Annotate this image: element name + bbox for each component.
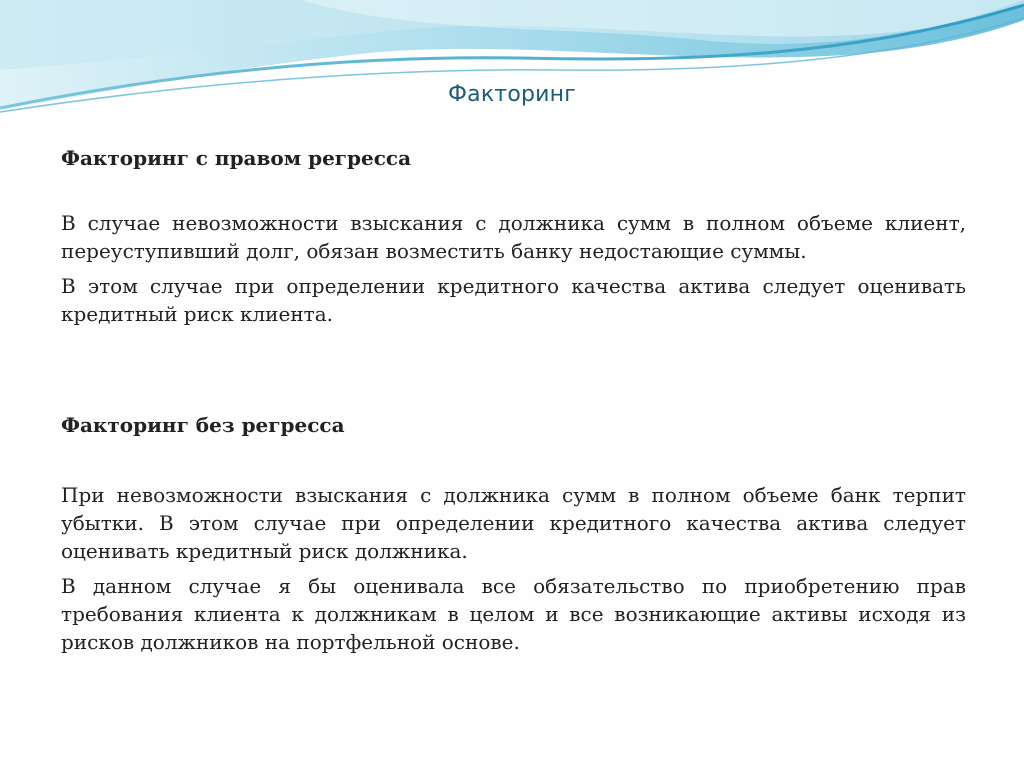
section-heading-with-recourse: Факторинг с правом регресса — [61, 146, 412, 170]
paragraph-without-recourse-2: В данном случае я бы оценивала все обязательство по приобретению прав требования клиента к должникам в целом и все возникающие активы исходя из рисков должников на портфельной основе. — [61, 574, 966, 654]
paragraph-with-recourse-2: В этом случае при определении кредитного качества актива следует оценивать кредитный риск клиента. — [61, 274, 966, 326]
paragraph-with-recourse-1: В случае невозможности взыскания с должника сумм в полном объеме клиент, переуступивший долг, обязан возместить банку недостающие суммы. — [61, 211, 966, 263]
slide-title: Факторинг — [448, 82, 576, 107]
paragraph-without-recourse-1: При невозможности взыскания с должника сумм в полном объеме банк терпит убытки. В этом случае при определении кредитного качества актива следует оценивать кредитный риск должника. — [61, 483, 966, 563]
slide-content — [61, 143, 966, 656]
section-heading-without-recourse: Факторинг без регресса — [61, 413, 345, 437]
decorative-wave-header — [0, 0, 1024, 130]
